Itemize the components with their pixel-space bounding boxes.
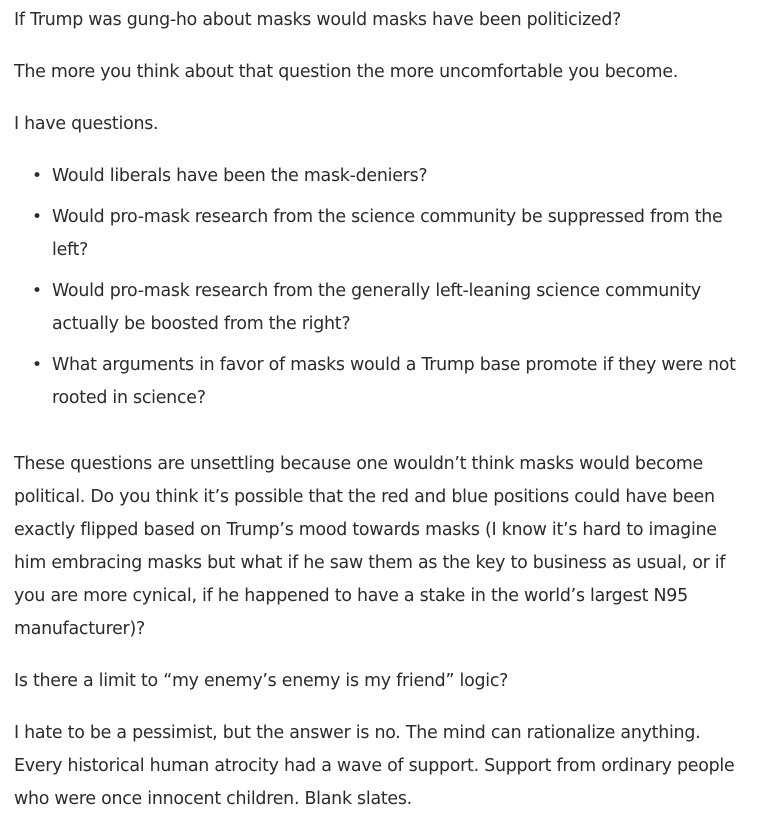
bullet-icon: •: [32, 207, 42, 227]
bullet-icon: •: [32, 355, 42, 375]
list-item-text: Would pro-mask research from the generally left-leaning science community actually be boosted from the right?: [52, 281, 701, 334]
list-item-text: What arguments in favor of masks would a Trump base promote if they were not rooted in science?: [52, 355, 736, 408]
list-item: [32, 349, 751, 415]
list-item-text: Would pro-mask research from the science community be suppressed from the left?: [52, 207, 723, 260]
list-item: [32, 201, 751, 267]
bullet-icon: •: [32, 166, 42, 186]
paragraph-pessimist: I hate to be a pessimist, but the answer is no. The mind can rationalize anything. Every historical human atrocity had a wave of support. Support from ordinary people who were once innocent children. Blank slates.: [14, 723, 735, 809]
questions-list: [14, 160, 751, 415]
paragraph-uncomfortable: The more you think about that question the more uncomfortable you become.: [14, 62, 679, 82]
paragraph-i-have-questions: I have questions.: [14, 114, 159, 134]
paragraph-intro-question: If Trump was gung-ho about masks would masks have been politicized?: [14, 10, 622, 30]
list-item-text: Would liberals have been the mask-deniers?: [52, 166, 428, 186]
list-item: [32, 275, 751, 341]
paragraph-limit-question: Is there a limit to “my enemy’s enemy is my friend” logic?: [14, 671, 509, 691]
paragraph-unsettling: These questions are unsettling because one wouldn’t think masks would become political. Do you think it’s possible that the red and blue positions could have been exactly flipped based on Trump’s mood towards masks (I know it’s hard to imagine him embracing masks but what if he saw them as the key to business as usual, or if you are more cynical, if he happened to have a stake in the world’s largest N95 manufacturer)?: [14, 454, 726, 639]
bullet-icon: •: [32, 281, 42, 301]
list-item: [32, 160, 751, 193]
